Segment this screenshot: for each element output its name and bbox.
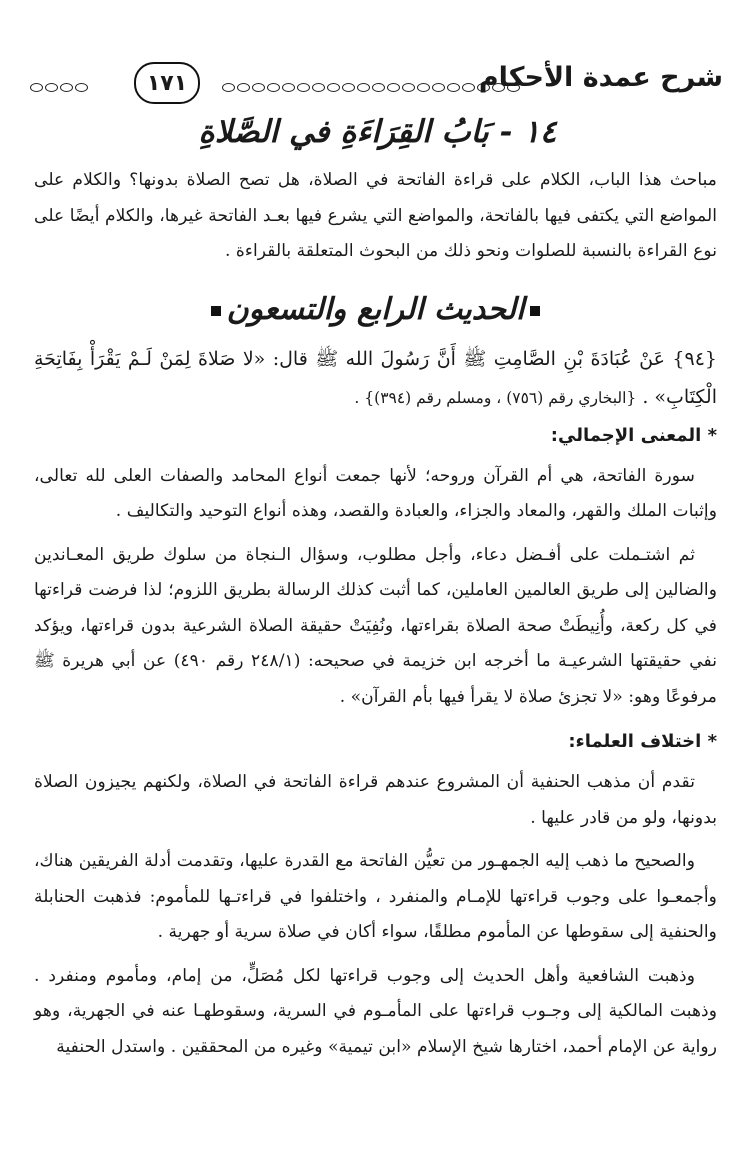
ornament-ring-icon [462,83,475,92]
intro-paragraph: مباحث هذا الباب، الكلام على قراءة الفاتحة في الصلاة، هل تصح الصلاة بدونها؟ والكلام على المواضع التي يكتفى فيها بالفاتحة، والمواضع التي يشرع فيها بعـد الفاتحة غيرها، والكلام أيضًا على نوع القراءة بالنسبة للصلوات ونحو ذلك من البحوث المتعلقة بالقراءة . [34,170,717,261]
page-body [34,163,717,1065]
square-bullet-icon [530,306,540,316]
hadith-heading-text: الحديث الرابع والتسعون [226,291,525,327]
ornament-ring-icon [342,83,355,92]
disagreement-paragraph-1: تقدم أن مذهب الحنفية أن المشروع عندهم قراءة الفاتحة في الصلاة، ولكنهم يجيزون الصلاة بدونها، ولو من قادر عليها . [34,772,717,828]
ornament-ring-icon [267,83,280,92]
ornament-ring-icon [432,83,445,92]
ornament-ring-icon [237,83,250,92]
disagreement-paragraph-2: والصحيح ما ذهب إليه الجمهـور من تعيُّن الفاتحة مع القدرة عليها، وتقدمت أدلة الفريقين هناك، وأجمعـوا على وجوب قراءتها للإمـام والمنفرد ، واختلفوا في قراءتـها للمأموم: فذهبت الحنابلة والحنفية إلى سقوطها عن المأموم مطلقًا، سواء أكان في صلاة سرية أو جهرية . [34,851,717,942]
hadith-heading [34,290,717,330]
header-ornament-middle [222,80,522,94]
ornament-ring-icon [45,83,58,92]
chapter-title: ١٤ - بَابُ القِرَاءَةِ في الصَّلاةِ [198,114,557,150]
meaning-paragraph-2: ثم اشتـملت على أفـضل دعاء، وأجل مطلوب، وسؤال الـنجاة من سلوك طريق المعـاندين والضالين إلى طريق العالمين العاملين، كما أثبت كذلك الرسالة بطريق اللزوم؛ لذا فرضت قراءتها في كل ركعة، وأُنِيطَتْ صحة الصلاة بقراءتها، ونُفِيَتْ حقيقة الصلاة الشرعية بدون قراءتها، ويؤكد نفي حقيقتها الشرعيـة ما أخرجه ابن خزيمة في صحيحه: (٢٤٨/١ رقم ٤٩٠) عن أبي هريرة ﷺ مرفوعًا وهو: «لا تجزئ صلاة لا يقرأ فيها بأم القرآن» . [34,544,717,707]
hadith-text [34,340,717,417]
ornament-ring-icon [60,83,73,92]
ornament-ring-icon [327,83,340,92]
ornament-ring-icon [222,83,235,92]
book-title: شرح عمدة الأحكام [478,62,723,93]
hadith-matn: {٩٤} عَنْ عُبَادَةَ بْنِ الصَّامِتِ ﷺ أَنَّ رَسُولَ الله ﷺ قال: «لا صَلاةَ لِمَنْ لَـمْ يَقْرَأْ بِفَاتِحَةِ الْكِتَابِ» . [34,347,717,408]
header-ornament-left [30,80,100,94]
hadith-source: {البخاري رقم (٧٥٦) ، ومسلم رقم (٣٩٤)} . [354,388,637,407]
running-header [30,62,723,112]
page-number: ١٧١ [134,62,200,104]
ornament-ring-icon [252,83,265,92]
disagreement-paragraph-3: وذهبت الشافعية وأهل الحديث إلى وجوب قراءتها لكل مُصَلٍّ، من إمام، ومأموم ومنفرد . وذهبت المالكية إلى وجـوب قراءتها على المأمـوم في السرية، وسقوطهـا عنه في الجهرية، وهو رواية عن الإمام أحمد، اختارها شيخ الإسلام «ابن تيمية» وغيره من المحققين . واستدل الحنفية [34,965,717,1057]
meaning-paragraph-1: سورة الفاتحة، هي أم القرآن وروحه؛ لأنها جمعت أنواع المحامد والصفات العلى لله تعالى، وإثبات الملك والقهر، والمعاد والجزاء، والعبادة والقصد، وهذه أنواع التوحيد والتكاليف . [34,465,717,521]
section-heading-disagreement: * اختلاف العلماء: [568,731,717,752]
ornament-ring-icon [30,83,43,92]
square-bullet-icon [211,306,221,316]
ornament-ring-icon [417,83,430,92]
ornament-ring-icon [447,83,460,92]
ornament-ring-icon [297,83,310,92]
section-heading-meaning: * المعنى الإجمالي: [550,424,717,446]
ornament-ring-icon [75,83,88,92]
ornament-ring-icon [312,83,325,92]
ornament-ring-icon [357,83,370,92]
ornament-ring-icon [282,83,295,92]
ornament-ring-icon [372,83,385,92]
ornament-ring-icon [387,83,400,92]
ornament-ring-icon [402,83,415,92]
